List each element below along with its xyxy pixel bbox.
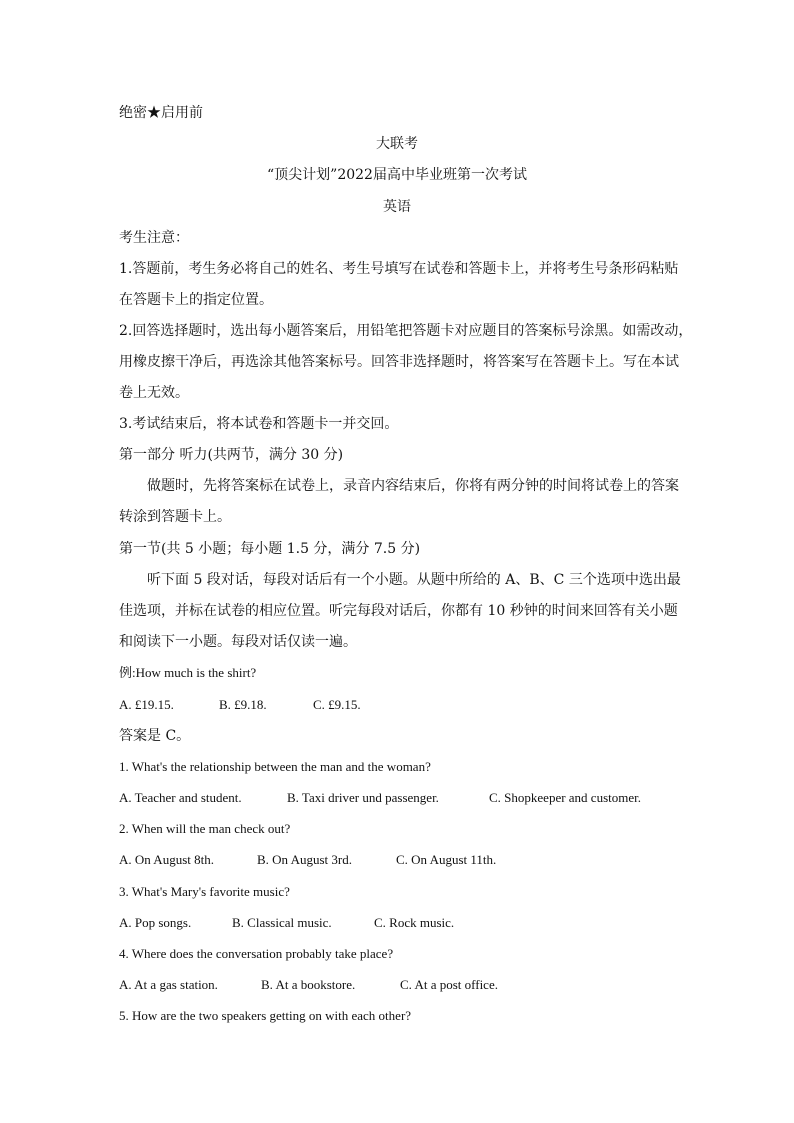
question-3-option-c: C. Rock music. [374,915,455,930]
part1-instruction: 做题时，先将答案标在试卷上，录音内容结束后，你将有两分钟的时间将试卷上的答案 [147,478,679,494]
example-option-a: A. £19.15. [119,697,174,712]
question-3-option-b: B. Classical music. [232,915,332,930]
section1-instruction: 听下面 5 段对话，每段对话后有一个小题。从题中所给的 A、B、C 三个选项中选出最 [147,572,681,588]
example-option-b: B. £9.18. [219,697,267,712]
exam-organizer: 大联考 [376,136,418,152]
question-3: 3. What's Mary's favorite music? [119,884,290,899]
exam-title: “顶尖计划”2022届高中毕业班第一次考试 [267,167,527,183]
notice-item-2: 2.回答选择题时，选出每小题答案后，用铅笔把答题卡对应题目的答案标号涂黑。如需改动， [119,323,693,339]
question-4-option-b: B. At a bookstore. [261,977,356,992]
notice-item-1: 1.答题前，考生务必将自己的姓名、考生号填写在试卷和答题卡上，并将考生号条形码粘贴 [119,261,679,277]
example-option-c: C. £9.15. [313,697,361,712]
question-2-option-c: C. On August 11th. [396,852,497,867]
question-4-option-a: A. At a gas station. [119,977,218,992]
confidential-mark: 绝密★启用前 [119,105,203,121]
notice-item-2-continued: 用橡皮擦干净后，再选涂其他答案标号。回答非选择题时，将答案写在答题卡上。写在本试 [119,354,679,370]
notice-item-3: 3.考试结束后，将本试卷和答题卡一并交回。 [119,416,399,432]
example-question: 例:How much is the shirt? [119,665,257,680]
question-5: 5. How are the two speakers getting on with each other? [119,1008,412,1023]
example-answer: 答案是 C。 [119,728,191,744]
question-4-option-c: C. At a post office. [400,977,498,992]
question-4: 4. Where does the conversation probably take place? [119,946,394,961]
subject-title: 英语 [383,199,411,215]
question-2-option-a: A. On August 8th. [119,852,214,867]
question-3-option-a: A. Pop songs. [119,915,192,930]
question-2-option-b: B. On August 3rd. [257,852,352,867]
question-1: 1. What's the relationship between the man and the woman? [119,759,431,774]
section1-instruction-end: 和阅读下一小题。每段对话仅读一遍。 [119,634,357,650]
notice-item-1-continued: 在答题卡上的指定位置。 [119,292,273,308]
part1-instruction-continued: 转涂到答题卡上。 [119,509,231,525]
question-1-option-c: C. Shopkeeper and customer. [489,790,641,805]
part1-heading: 第一部分 听力(共两节，满分 30 分) [119,447,344,463]
section1-heading: 第一节(共 5 小题；每小题 1.5 分，满分 7.5 分) [119,541,421,557]
notice-item-2-end: 卷上无效。 [119,385,189,401]
question-1-option-a: A. Teacher and student. [119,790,242,805]
notice-heading: 考生注意： [119,230,189,246]
question-2: 2. When will the man check out? [119,821,291,836]
question-1-option-b: B. Taxi driver und passenger. [287,790,439,805]
section1-instruction-continued: 佳选项，并标在试卷的相应位置。听完每段对话后，你都有 10 秒钟的时间来回答有关小题 [119,603,678,619]
